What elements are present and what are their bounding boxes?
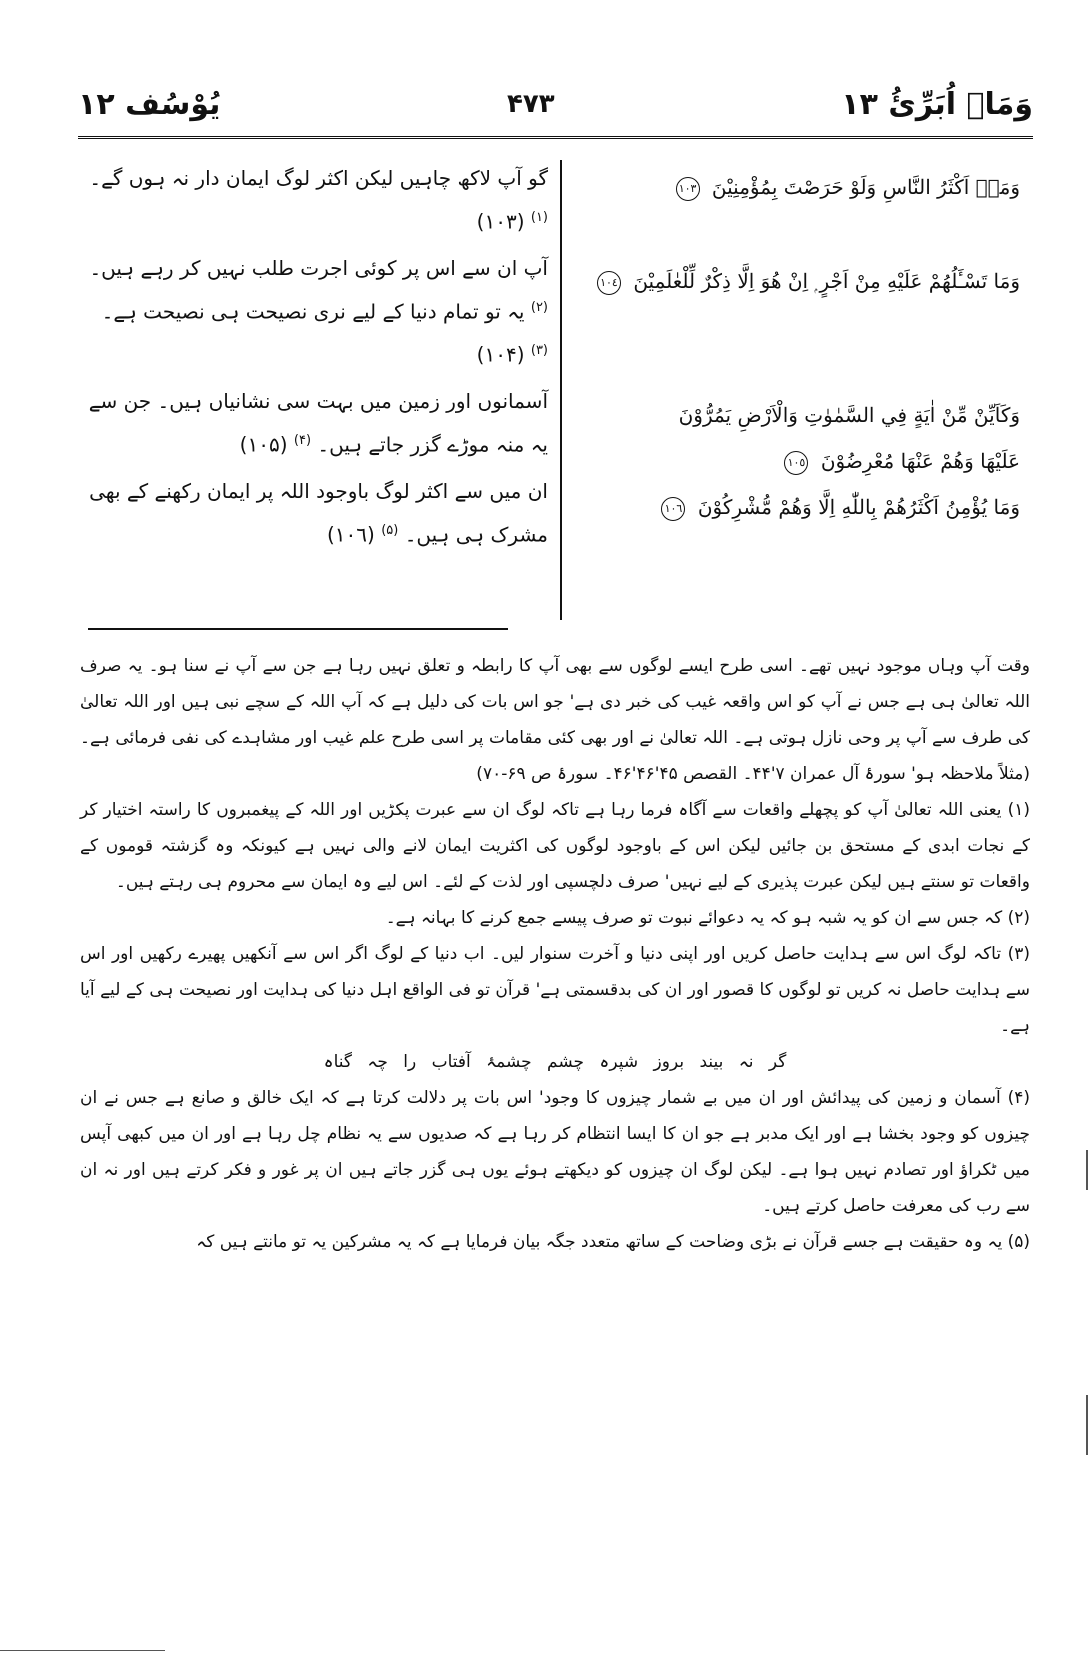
ayah-number-marker: ١٠٦ — [661, 497, 685, 521]
footnote-ref: (۴) — [293, 432, 312, 448]
ayah-104 — [590, 264, 1020, 298]
translation-105 — [88, 381, 548, 465]
footnote-ref: (٢) — [530, 299, 548, 315]
footnote-1: (١) یعنی اللہ تعالیٰ آپ کو پچھلے واقعات سے آگاہ فرما رہا ہے تاکہ لوگ ان سے عبرت پکڑیں اور اللہ کے پیغمبروں کا راستہ اختیار کر کے نجات ابدی کے مستحق بن جائیں لیکن اس کے باوجود لوگوں کی اکثریت ایمان لانے والی نہیں ہے کیونکہ وہ گزشتہ قوموں کے واقعات تو سنتے ہیں لیکن عبرت پذیری کے لیے نہیں' صرف دلچسپی اور لذت کے لئے۔ اس لیے وہ ایمان سے محروم ہی رہتے ہیں۔ — [80, 800, 1030, 892]
ayah-106 — [590, 490, 1020, 524]
ayah-105-line2 — [590, 444, 1020, 478]
page-number: ۴۷۳ — [507, 89, 555, 119]
translation-text: آسمانوں اور زمین میں بہت سی نشانیاں ہیں۔ جن سے یہ منہ موڑے گزر جاتے ہیں۔ — [88, 388, 548, 457]
translation-104 — [88, 248, 548, 375]
footnote-2: (٢) کہ جس سے ان کو یہ شبہ ہو کہ یہ دعوائے نبوت تو صرف پیسے جمع کرنے کا بہانہ ہے۔ — [385, 908, 1030, 928]
ayah-number-marker: ١٠٥ — [784, 451, 808, 475]
ayah-number-marker: ١٠٤ — [597, 271, 621, 295]
translation-text: یہ تو تمام دنیا کے لیے نری نصیحت ہی نصیحت ہے۔ — [101, 299, 525, 324]
verse-number: (١٠٦) — [326, 522, 375, 547]
verse-number: (١٠۵) — [239, 432, 288, 457]
ayah-text: وَمَا تَسْـَٔلُهُمْ عَلَيْهِ مِنْ اَجْرٍ ۭ اِنْ هُوَ اِلَّا ذِكْرٌ لِّلْعٰلَمِيْنَ — [633, 269, 1020, 293]
header-surah-title: یُوْسُف ١٢ — [78, 86, 221, 122]
footnotes-section — [80, 648, 1030, 1260]
translation-106 — [88, 471, 548, 555]
scan-edge-mark — [1086, 1150, 1088, 1190]
translation-text: ان میں سے اکثر لوگ باوجود اللہ پر ایمان رکھنے کے بھی مشرک ہی ہیں۔ — [89, 478, 548, 547]
ayah-105-line1 — [590, 398, 1020, 432]
footnote-4: (۴) آسمان و زمین کی پیدائش اور ان میں بے شمار چیزوں کا وجود' اس بات پر دلالت کرتا ہے کہ ایک خالق و صانع ہے جس نے ان چیزوں کو وجود بخشا ہے اور ایک مدبر ہے جو ان کا ایسا انتظام کر رہا ہے کہ صدیوں سے یہ نظام چل رہا ہے اور ان میں کبھی آپس میں ٹکراؤ اور تصادم نہیں ہوا ہے۔ لیکن لوگ ان چیزوں کو دیکھتے ہوئے یوں ہی گزر جاتے ہیں ان پر غور و فکر کرتے ہیں اور نہ ان سے رب کی معرفت حاصل کرتے ہیں۔ — [80, 1088, 1030, 1216]
header-juz-title: وَمَاۤ اُبَرِّئُ ١٣ — [841, 86, 1033, 122]
ayah-text: وَكَاَيِّنْ مِّنْ اٰيَةٍ فِي السَّمٰوٰتِ وَالْاَرْضِ يَمُرُّوْنَ — [678, 403, 1020, 427]
ayah-text: عَلَيْهَا وَهُمْ عَنْهَا مُعْرِضُوْنَ — [820, 449, 1020, 473]
ayah-number-marker: ١٠٣ — [676, 177, 700, 201]
page-header — [78, 78, 1033, 130]
arabic-text-column — [590, 162, 1020, 524]
footnote-ref: (١) — [530, 210, 548, 225]
footnote-5: (۵) یہ وہ حقیقت ہے جسے قرآن نے بڑی وضاحت کے ساتھ متعدد جگہ بیان فرمایا ہے کہ یہ مشرکین یہ تو مانتے ہیں کہ — [196, 1232, 1030, 1252]
verse-number: (١٠۴) — [476, 342, 525, 367]
translation-103 — [88, 158, 548, 242]
column-divider — [560, 160, 562, 620]
header-divider — [78, 136, 1033, 139]
ayah-text: وَمَا يُؤْمِنُ اَكْثَرُهُمْ بِاللّٰهِ اِلَّا وَهُمْ مُّشْرِكُوْنَ — [697, 495, 1020, 519]
translation-text: آپ ان سے اس پر کوئی اجرت طلب نہیں کر رہے ہیں۔ — [89, 255, 548, 280]
footnote-continued: وقت آپ وہاں موجود نہیں تھے۔ اسی طرح ایسے لوگوں سے بھی آپ کا رابطہ و تعلق نہیں رہا ہے جن سے آپ نے سنا ہو۔ یہ صرف اللہ تعالیٰ ہی ہے جس نے آپ کو اس واقعہ غیب کی خبر دی ہے' جو اس بات کی دلیل ہے کہ آپ اللہ کے سچے نبی ہیں اور اللہ تعالیٰ کی طرف سے آپ پر وحی نازل ہوتی ہے۔ اللہ تعالیٰ نے اور بھی کئی مقامات پر اسی طرح علم غیب اور مشاہدے کی نفی فرمائی ہے۔ (مثلاً ملاحظہ ہو' سورۂ آل عمران ۷'۴۴۔ القصص ۴۵'۴۶'۴۶۔ سورۂ ص ۶۹-۷۰) — [80, 656, 1030, 784]
ayah-103 — [590, 170, 1020, 204]
footnote-divider — [88, 628, 508, 630]
urdu-translation-column — [88, 158, 548, 560]
scan-edge-mark — [1086, 1395, 1088, 1455]
translation-text: گو آپ لاکھ چاہیں لیکن اکثر لوگ ایمان دار نہ ہوں گے۔ — [89, 166, 548, 190]
persian-couplet: گر نہ بیند بروز شپرہ چشم چشمۂ آفتاب را چہ گناہ — [323, 1052, 787, 1072]
ayah-text: وَمَاۤ اَكْثَرُ النَّاسِ وَلَوْ حَرَصْتَ بِمُؤْمِنِيْنَ — [711, 175, 1020, 199]
footnote-ref: (۵) — [381, 522, 399, 538]
verse-number: (١٠٣) — [476, 209, 525, 234]
scan-edge-line — [0, 1650, 165, 1651]
footnote-ref: (٣) — [530, 343, 548, 359]
footnote-3: (٣) تاکہ لوگ اس سے ہدایت حاصل کریں اور اپنی دنیا و آخرت سنوار لیں۔ اب دنیا کے لوگ اگر اس سے آنکھیں پھیرے رکھیں اور اس سے ہدایت حاصل نہ کریں تو لوگوں کا قصور اور ان کی بدقسمتی ہے' قرآن تو فی الواقع اہل دنیا کی ہدایت اور نصیحت ہی کے لیے آیا ہے۔ — [80, 944, 1030, 1036]
